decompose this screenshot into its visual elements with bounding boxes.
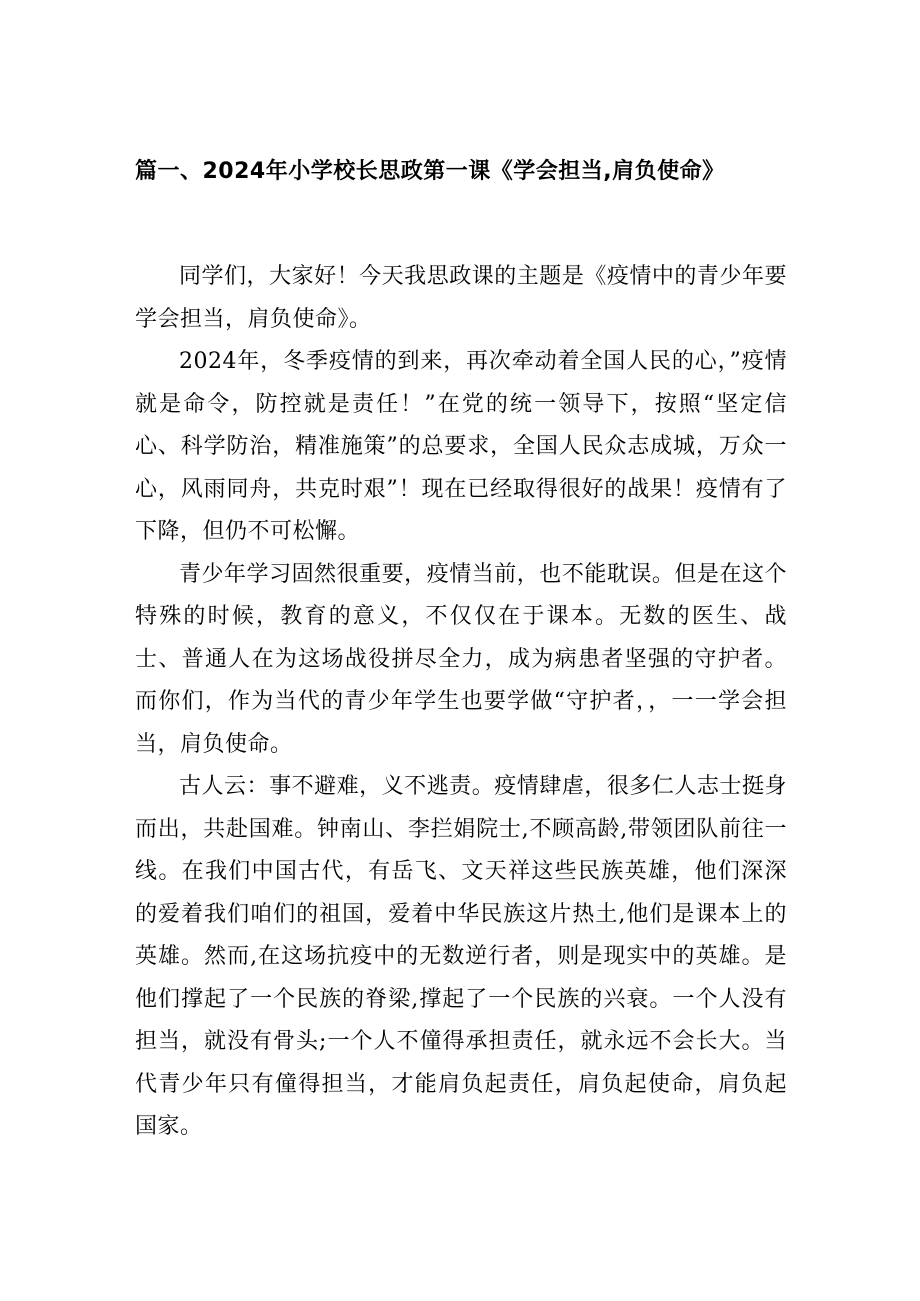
document-body bbox=[135, 256, 787, 1149]
paragraph-3: 青少年学习固然很重要，疫情当前，也不能耽误。但是在这个特殊的时候，教育的意义，不仅仅在于课本。无数的医生、战士、普通人在为这场战役拼尽全力，成为病患者坚强的守护者。而你们，作为当代的青少年学生也要学做“守护者，，一一学会担当，肩负使命。 bbox=[135, 561, 787, 757]
paragraph-4: 古人云：事不避难，义不逃责。疫情肆虐，很多仁人志士挺身而出，共赴国难。钟南山、李拦娟院士,不顾高龄,带领团队前往一线。在我们中国古代，有岳飞、文天祥这些民族英雄，他们深深的爱着我们咱们的祖国，爱着中华民族这片热土,他们是课本上的英雄。然而,在这场抗疫中的无数逆行者，则是现实中的英雄。是他们撑起了一个民族的脊梁,撑起了一个民族的兴衰。一个人没有担当，就没有骨头;一个人不僮得承担责任，就永远不会长大。当代青少年只有僮得担当，才能肩负起责任，肩负起使命，肩负起国家。 bbox=[135, 774, 787, 1139]
document-title: 篇一、2024年小学校长思政第一课《学会担当,肩负使命》 bbox=[135, 159, 725, 184]
paragraph-2: 2024年，冬季疫情的到来，再次牵动着全国人民的心，”疫情就是命令，防控就是责任！”在党的统一领导下，按照“坚定信心、科学防治，精准施策”的总要求，全国人民众志成城，万众一心，风雨同舟，共克时艰”！现在已经取得很好的战果！疫情有了下降，但仍不可松懈。 bbox=[135, 349, 787, 544]
paragraph-1: 同学们，大家好！今天我思政课的主题是《疫情中的青少年要学会担当，肩负使命》。 bbox=[135, 264, 787, 332]
